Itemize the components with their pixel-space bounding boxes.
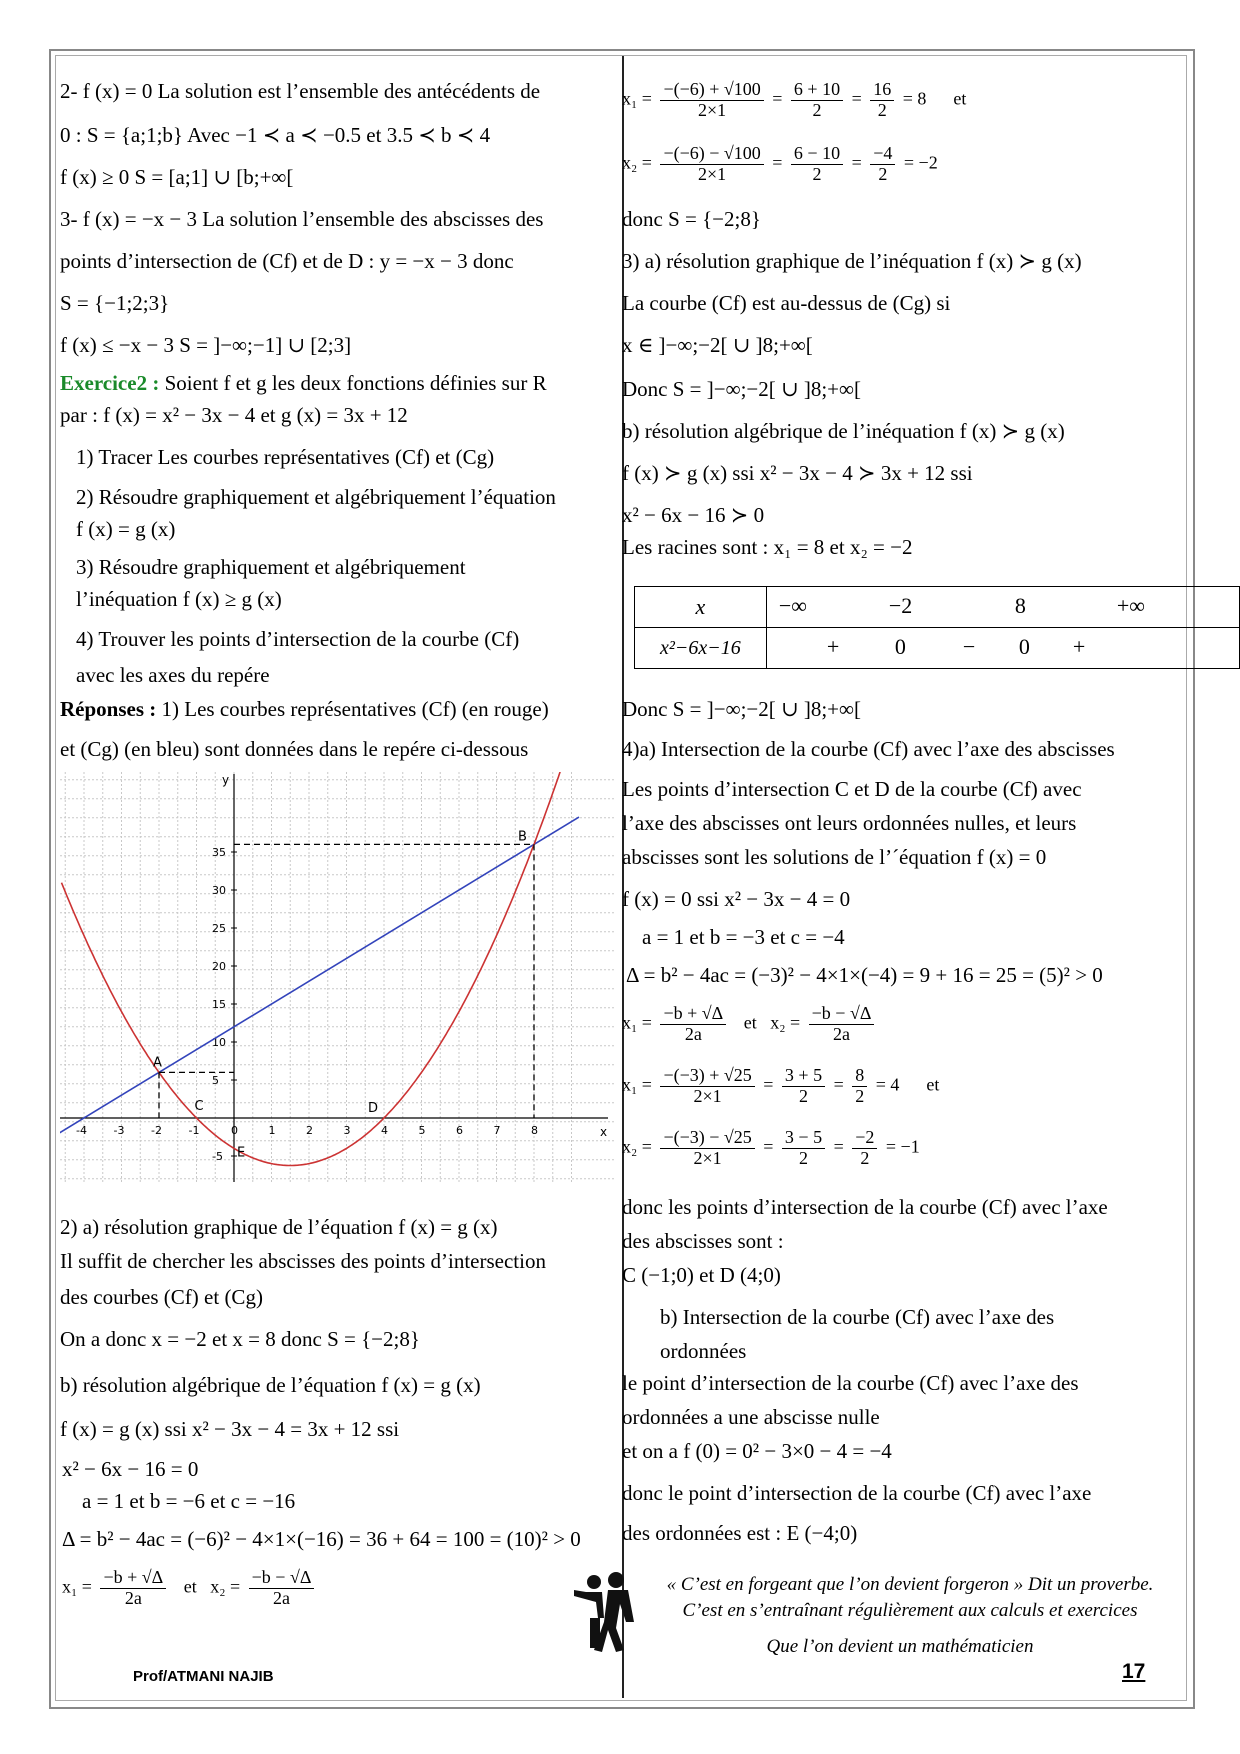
left-line-1: 2- f (x) = 0 La solution est l’ensemble des antécédents de [60,79,541,103]
root-x2-frac3-den: 2 [878,163,888,184]
right-line-11: 4)a) Intersection de la courbe (Cf) avec l’axe des abscisses [622,737,1115,761]
root-x1-frac3-num: 16 [870,80,894,101]
root-x1-frac2 [791,80,843,121]
right-line-12: Les points d’intersection C et D de la courbe (Cf) avec [622,777,1082,801]
root-c-frac2-num: 3 + 5 [782,1066,825,1087]
x2-formula-right-num: −b − √Δ [809,1004,875,1025]
root-d-frac3-num: −2 [852,1128,877,1149]
x2-label-right: x₂ = [770,1012,801,1033]
sign-table-x-values [766,587,1239,628]
root-c-label: x₁ = [622,1074,652,1095]
exercise-title: Exercice2 : [60,371,160,395]
right-line-10: Donc S = ]−∞;−2[ ∪ ]8;+∞[ [622,697,861,721]
root-c-frac2-den: 2 [799,1085,808,1106]
root-c-and: et [926,1074,940,1095]
x1-formula-den: 2a [124,1587,142,1608]
answers-title: Réponses : [60,697,157,721]
point-label-e: E [237,1145,246,1161]
exercise-heading [60,372,547,395]
root-c-calc: x₁ = $\frac{-(-3) + √25}{2\times 1}$ = $\frac{3 + 5}{2}$ = $\frac{8}{2}$ = 4 et [622,1065,940,1106]
x-tick-label: -3 [113,1124,125,1137]
y-tick-label: 10 [212,1036,226,1049]
right-line-27: ordonnées a une abscisse nulle [622,1405,880,1429]
solution-2a-line-3: des courbes (Cf) et (Cg) [60,1285,263,1309]
x2-label: x₂ = [210,1576,241,1597]
page-number: 17 [1122,1660,1146,1683]
root-d-result: = −1 [885,1136,920,1157]
solution-2a-line-2: Il suffit de chercher les abscisses des points d’intersection [60,1249,546,1273]
right-line-29: donc le point d’intersection de la courbe (Cf) avec l’axe [622,1481,1092,1505]
x1-label-right: x₁ = [622,1012,652,1033]
solution-2b-line-5: Δ = b² − 4ac = (−6)² − 4×1×(−16) = 36 + 64 = 100 = (10)² > 0 [62,1527,581,1551]
sign-table-expr-cell: x²−6x−16 [635,628,767,669]
root-d-calc: x₂ = $\frac{-(-3) - √25}{2\times 1}$ = $\frac{3 - 5}{2}$ = $\frac{-2}{2}$ = −1 [622,1127,920,1168]
quote-line-2: C’est en s’entraînant régulièrement aux calculs et exercices [682,1600,1138,1621]
right-line-25: ordonnées [660,1339,747,1363]
root-d-frac1-den: 2×1 [693,1147,722,1168]
value-minus-2: −2 [888,593,913,618]
x-tick-label: -2 [151,1124,162,1137]
right-line-4: x ∈ ]−∞;−2[ ∪ ]8;+∞[ [622,333,813,357]
x1-formula-num: −b + √Δ [100,1568,166,1589]
point-label-c: C [194,1099,204,1114]
point-label-d: D [368,1101,379,1116]
root-x1-frac2-num: 6 + 10 [791,80,843,101]
right-line-3: La courbe (Cf) est au-dessus de (Cg) si [622,291,951,315]
x1-formula-right-den: 2a [684,1023,702,1044]
root-c-frac3-num: 8 [852,1066,867,1087]
x-tick-label: 1 [268,1124,276,1137]
x-tick-label: -1 [188,1124,200,1137]
root-c-frac2 [782,1066,825,1107]
question-2b: f (x) = g (x) [76,517,176,541]
right-line-30: des ordonnées est : E (−4;0) [622,1521,858,1545]
y-tick-label: 5 [212,1074,219,1087]
left-line-7: f (x) ≤ −x − 3 S = ]−∞;−1] ∪ [2;3] [60,333,352,357]
x2-formula-right-den: 2a [833,1023,851,1044]
root-x1-and: et [953,88,967,109]
x1-formula [100,1568,166,1609]
root-x1-result: = 8 [902,88,927,109]
solution-2b-line-2: f (x) = g (x) ssi x² − 3x − 4 = 3x + 12 ssi [60,1417,400,1441]
right-line-28: et on a f (0) = 0² − 3×0 − 4 = −4 [622,1439,892,1463]
right-line-13: l’axe des abscisses ont leurs ordonnées nulles, et leurs [622,811,1077,835]
right-line-24: b) Intersection de la courbe (Cf) avec l’axe des [660,1305,1055,1329]
question-2a: 2) Résoudre graphiquement et algébriquement l’équation [76,485,556,509]
sign-table-x-cell: x [635,587,767,628]
root-c-frac1 [660,1066,754,1107]
answers-text: 1) Les courbes représentatives (Cf) (en rouge) [156,697,549,721]
solution-2b-line-1: b) résolution algébrique de l’équation f (x) = g (x) [60,1373,481,1397]
left-line-3: f (x) ≥ 0 S = [a;1] ∪ [b;+∞[ [60,165,294,189]
x-tick-labels [76,1124,538,1137]
root-d-frac1 [660,1128,754,1169]
x-tick-label: 6 [456,1124,463,1137]
y-tick-label: 20 [212,960,226,973]
right-line-21: donc les points d’intersection de la courbe (Cf) avec l’axe [622,1195,1108,1219]
sign-table-sign-row [635,628,1240,669]
root-x1-calc: x₁ = $\frac{-(-6) + √100}{2\times 1}$ = $\frac{6 + 10}{2}$ = $\frac{16}{2}$ = 8 et [622,79,967,120]
root-x2-frac3 [870,144,895,185]
point-label-b: B [518,829,527,845]
solution-2a-line-4: On a donc x = −2 et x = 8 donc S = {−2;8} [60,1327,420,1351]
and-word-right: et [743,1012,757,1033]
left-line-4: 3- f (x) = −x − 3 La solution l’ensemble des abscisses des [60,207,544,231]
root-x2-frac1-den: 2×1 [698,163,727,184]
root-c-frac1-num: −(−3) + √25 [660,1066,754,1087]
neg-infinity: −∞ [778,593,807,618]
answers-heading [60,698,549,721]
x1-formula-right [660,1004,726,1045]
right-line-9: Les racines sont : x₁ = 8 et x₂ = −2 [622,535,913,559]
curve-g-line [60,817,579,1133]
x-tick-label: 0 [231,1124,238,1137]
sign-table-signs [766,628,1239,669]
pos-infinity: +∞ [1116,593,1145,618]
root-d-frac3-den: 2 [860,1147,870,1168]
graph-grid [60,772,614,1184]
right-line-1: donc S = {−2;8} [622,207,761,231]
root-x2-frac2-num: 6 − 10 [791,144,843,165]
root-x2-frac1-num: −(−6) − √100 [660,144,763,165]
right-line-26: le point d’intersection de la courbe (Cf) avec l’axe des [622,1371,1079,1395]
root-c-result: = 4 [875,1074,900,1095]
exercise-text: Soient f et g les deux fonctions définies sur R [159,371,547,395]
left-line-6: S = {−1;2;3} [60,291,170,315]
x2-formula [249,1568,315,1609]
zero-1: 0 [894,634,906,659]
left-line-5: points d’intersection de (Cf) et de D : y = −x − 3 donc [60,249,514,273]
x1-label: x₁ = [62,1576,92,1597]
root-x2-result: = −2 [903,152,938,173]
and-word: et [183,1576,197,1597]
y-tick-label: 30 [212,884,226,897]
x-tick-label: 3 [343,1124,351,1137]
sign-table [634,586,1240,669]
right-line-2: 3) a) résolution graphique de l’inéquation f (x) ≻ g (x) [622,249,1082,273]
point-label-a: A [153,1055,162,1071]
right-line-22: des abscisses sont : [622,1229,784,1253]
question-4a: 4) Trouver les points d’intersection de la courbe (Cf) [76,627,520,651]
function-graph [60,772,614,1184]
root-x2-frac3-num: −4 [870,144,895,165]
x2-formula-den: 2a [273,1587,291,1608]
y-tick-label: -5 [212,1150,223,1163]
right-line-5: Donc S = ]−∞;−2[ ∪ ]8;+∞[ [622,377,861,401]
right-line-6: b) résolution algébrique de l’inéquation f (x) ≻ g (x) [622,419,1065,443]
quote-line-1: « C’est en forgeant que l’on devient forgeron » Dit un proverbe. [666,1574,1154,1595]
root-d-frac3 [852,1128,877,1169]
root-d-frac2-den: 2 [799,1147,808,1168]
root-c-frac1-den: 2×1 [693,1085,722,1106]
x-tick-label: 2 [306,1124,313,1137]
root-c-frac3 [852,1066,867,1107]
sign-plus-1: + [826,634,840,659]
root-x2-calc: x₂ = $\frac{-(-6) - √100}{2\times 1}$ = $\frac{6 - 10}{2}$ = $\frac{-4}{2}$ = −2 [622,143,938,184]
root-x1-frac3-den: 2 [877,99,887,120]
quadratic-formula-left [62,1568,318,1609]
root-x2-frac1 [660,144,763,185]
x-tick-label: -4 [76,1124,87,1137]
right-line-23: C (−1;0) et D (4;0) [622,1263,781,1287]
root-d-label: x₂ = [622,1136,652,1157]
right-line-17: Δ = b² − 4ac = (−3)² − 4×1×(−4) = 9 + 16 = 25 = (5)² > 0 [626,963,1103,987]
solution-2b-line-3: x² − 6x − 16 = 0 [62,1457,199,1481]
left-line-2: 0 : S = {a;1;b} Avec −1 ≺ a ≺ −0.5 et 3.5 ≺ b ≺ 4 [60,123,491,147]
y-tick-label: 25 [212,922,226,935]
x2-formula-num: −b − √Δ [249,1568,315,1589]
root-x2-label: x₂ = [622,152,652,173]
root-x1-frac1 [660,80,763,121]
y-tick-label: 15 [212,998,226,1011]
sign-table-header-row [635,587,1240,628]
sign-minus: − [962,634,976,659]
root-x1-frac1-den: 2×1 [698,99,727,120]
right-line-16: a = 1 et b = −3 et c = −4 [642,925,845,949]
quadratic-formula-right [622,1004,878,1045]
root-d-frac1-num: −(−3) − √25 [660,1128,754,1149]
x-tick-label: 5 [418,1124,426,1137]
root-x1-frac3 [870,80,894,121]
answers-line-2: et (Cg) (en bleu) sont données dans le repére ci-dessous [60,737,529,761]
right-line-14: abscisses sont les solutions de l’´équation f (x) = 0 [622,845,1047,869]
root-x1-label: x₁ = [622,88,652,109]
quote-line-3: Que l’on devient un mathématicien [766,1636,1034,1657]
root-d-frac2 [782,1128,825,1169]
x-tick-label: 7 [493,1124,501,1137]
x1-formula-right-num: −b + √Δ [660,1004,726,1025]
x-axis-label: x [600,1125,608,1139]
root-x2-frac2 [791,144,843,185]
x-tick-label: 8 [531,1124,538,1137]
x-tick-label: 4 [381,1124,388,1137]
root-x2-frac2-den: 2 [812,163,822,184]
footer-author: Prof/ATMANI NAJIB [133,1668,274,1685]
exercise-line-2: par : f (x) = x² − 3x − 4 et g (x) = 3x + 12 [60,403,408,427]
x2-formula-right [809,1004,875,1045]
zero-2: 0 [1018,634,1030,659]
solution-2b-line-4: a = 1 et b = −6 et c = −16 [82,1489,296,1513]
root-d-frac2-num: 3 − 5 [782,1128,825,1149]
sign-plus-2: + [1072,634,1086,659]
curve-f-parabola [62,772,561,1166]
y-axis-label: y [222,773,230,787]
y-tick-label: 35 [212,846,226,859]
question-3b: l’inéquation f (x) ≥ g (x) [76,587,282,611]
root-c-frac3-den: 2 [855,1085,865,1106]
right-line-7: f (x) ≻ g (x) ssi x² − 3x − 4 ≻ 3x + 12 ssi [622,461,973,485]
question-1: 1) Tracer Les courbes représentatives (Cf) et (Cg) [76,445,495,469]
solution-2a-line-1: 2) a) résolution graphique de l’équation f (x) = g (x) [60,1215,498,1239]
root-x1-frac1-num: −(−6) + √100 [660,80,763,101]
root-x1-frac2-den: 2 [812,99,822,120]
right-line-15: f (x) = 0 ssi x² − 3x − 4 = 0 [622,887,851,911]
question-4b: avec les axes du repére [76,663,270,687]
question-3a: 3) Résoudre graphiquement et algébriquement [76,555,466,579]
value-8: 8 [1014,593,1026,618]
right-line-8: x² − 6x − 16 ≻ 0 [622,503,765,527]
